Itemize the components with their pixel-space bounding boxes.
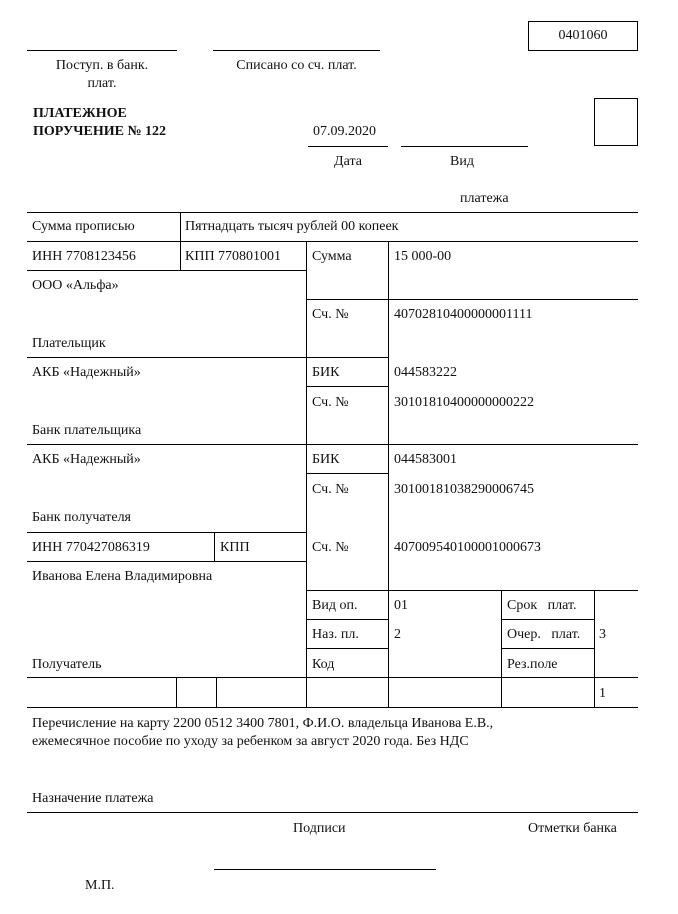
extra-row-value: 1 [599,686,606,701]
col-line-op-right [501,590,502,707]
stamp-label: М.П. [85,878,115,893]
date-label: Дата [334,154,362,169]
vid-op-value: 01 [394,598,408,613]
payee-bank-account-value: 30100181038290006745 [394,482,534,497]
purpose-bottom-line [27,812,638,813]
col-line-payer-left [306,241,307,707]
srok-label: Срок плат. [507,598,577,613]
payee-bank-bik-value: 044583001 [394,452,457,467]
row-line-inn [27,270,306,271]
payee-bank-name: АКБ «Надежный» [32,452,141,467]
col-line-payer-right [388,241,389,707]
signatures-label: Подписи [293,821,346,836]
row-line-naz [306,648,388,649]
received-label-line2: плат. [87,76,117,91]
row-line-extra [27,707,638,708]
payee-bank-label: Банк получателя [32,510,131,525]
amount-words-value: Пятнадцать тысяч рублей 00 копеек [185,219,399,234]
payer-name: ООО «Альфа» [32,278,119,293]
payer-bank-label: Банк плательщика [32,423,142,438]
ocher-label: Очер. плат. [507,627,581,642]
table-top-line [27,212,638,213]
payee-label: Получатель [32,657,102,672]
row-line-payee [306,590,638,591]
payee-inn: ИНН 770427086319 [32,540,150,555]
row-line-vid-op [306,619,388,620]
doc-title-line2: ПОРУЧЕНИЕ № 122 [33,124,167,139]
payer-bank-name: АКБ «Надежный» [32,365,141,380]
purpose-label: Назначение платежа [32,791,154,806]
vid-op-label: Вид оп. [312,598,358,613]
received-line [27,50,177,51]
payer-label: Плательщик [32,336,106,351]
bank-marks-label: Отметки банка [528,821,617,836]
payer-bank-bik-label: БИК [312,365,340,380]
payee-bank-account-label: Сч. № [312,482,349,497]
row-line-code [27,677,638,678]
kod-label: Код [312,657,335,672]
payer-kpp: КПП 770801001 [185,249,282,264]
payee-account-value: 40700954010000100067З [394,540,542,555]
col-line-payee-kpp [214,532,215,561]
payer-account-value: 40702810400000001111 [394,307,533,322]
sum-value: 15 000-00 [394,249,452,264]
purpose-line2: ежемесячное пособие по уходу за ребенком за август 2020 года. Без НДС [32,734,469,749]
payment-type-label-line2: платежа [460,191,509,206]
payee-kpp: КПП [220,540,250,555]
signature-line [214,869,436,870]
date-line [308,146,388,147]
row-line-amount-words [27,241,638,242]
debited-line [213,50,380,51]
payment-type-box [594,98,638,146]
col-line-extra-2 [216,677,217,707]
ocher-value: 3 [599,627,606,642]
col-line-amount-words [180,212,181,270]
row-line-payee-bank [27,532,306,533]
row-line-payee-inn [27,561,306,562]
naz-pl-label: Наз. пл. [312,627,359,642]
row-line-payer [27,357,388,358]
row-line-payer-bank [27,444,638,445]
row-line-payer-bik [306,386,388,387]
row-line-sum [306,299,638,300]
row-line-srok [501,619,594,620]
payee-account-label: Сч. № [312,540,349,555]
sum-label: Сумма [312,249,352,264]
payer-inn: ИНН 7708123456 [32,249,136,264]
form-code: 0401060 [558,28,608,43]
doc-title-line1: ПЛАТЕЖНОЕ [33,106,127,121]
row-line-payee-bik [306,473,388,474]
row-line-ocher [501,648,594,649]
purpose-line1: Перечисление на карту 2200 0512 3400 7801, Ф.И.О. владельца Иванова Е.В., [32,716,494,731]
naz-pl-value: 2 [394,627,401,642]
col-line-extra-1 [176,677,177,707]
payer-bank-account-value: 30101810400000000222 [394,395,534,410]
rez-label: Рез.поле [507,657,558,672]
type-line [401,146,528,147]
payment-type-label-line1: Вид [450,154,474,169]
payee-bank-bik-label: БИК [312,452,340,467]
date-value: 07.09.2020 [313,124,376,139]
payer-account-label: Сч. № [312,307,349,322]
col-line-op-value [594,590,595,677]
col-line-extra-3 [594,677,595,707]
amount-words-label: Сумма прописью [32,219,135,234]
received-label-line1: Поступ. в банк. [55,58,149,73]
payer-bank-bik-value: 044583222 [394,365,457,380]
debited-label: Списано со сч. плат. [236,58,357,73]
payee-name: Иванова Елена Владимировна [32,569,213,584]
payer-bank-account-label: Сч. № [312,395,349,410]
